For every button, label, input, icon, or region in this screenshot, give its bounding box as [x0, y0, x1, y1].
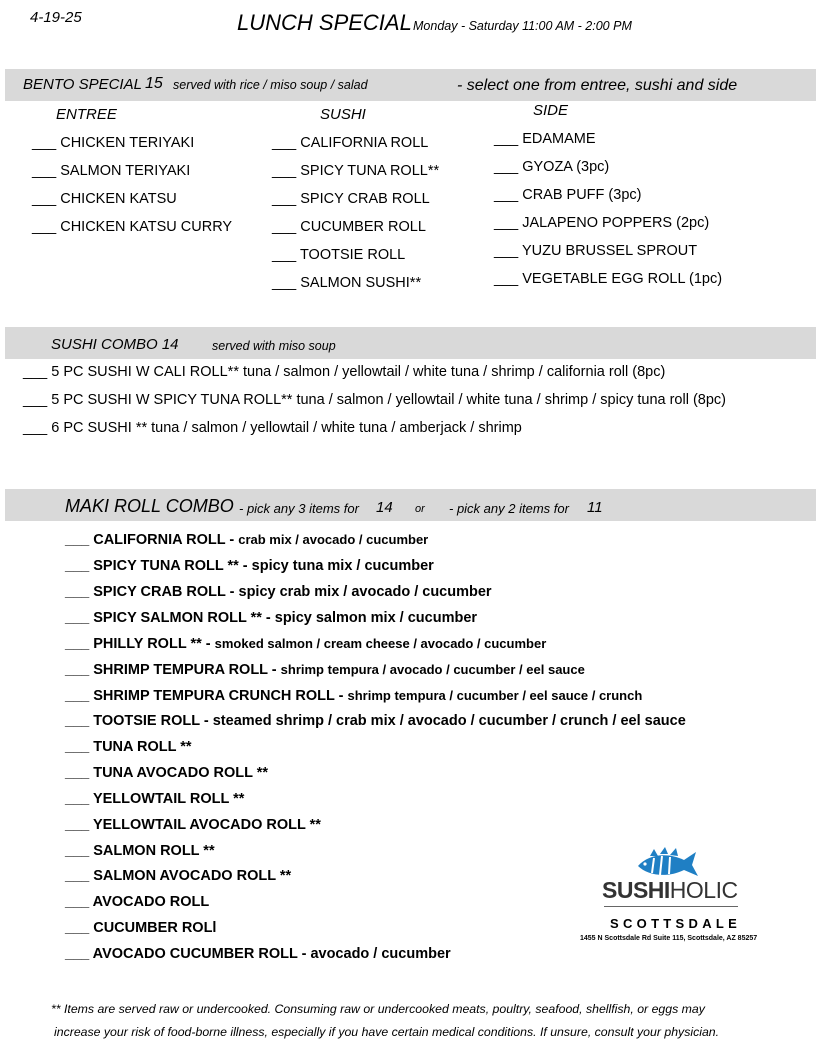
maki-item: ___ TUNA AVOCADO ROLL ** [65, 765, 269, 781]
maki-item: ___ YELLOWTAIL ROLL ** [65, 791, 245, 807]
side-item: ___ JALAPENO POPPERS (2pc) [494, 215, 710, 231]
sushi-item: ___ CALIFORNIA ROLL [272, 135, 429, 151]
sushi-item: ___ SPICY CRAB ROLL [272, 191, 430, 207]
maki-item: ___ SPICY TUNA ROLL ** - spicy tuna mix / cucumber [65, 558, 434, 574]
maki-price2: 11 [587, 499, 603, 516]
maki-item: ___ YELLOWTAIL AVOCADO ROLL ** [65, 817, 321, 833]
maki-pick2: - pick any 2 items for [449, 501, 569, 516]
maki-item: ___ AVOCADO CUCUMBER ROLL - avocado / cucumber [65, 946, 451, 962]
bento-served: served with rice / miso soup / salad [173, 78, 368, 92]
sushi-item: ___ CUCUMBER ROLL [272, 219, 426, 235]
entree-item: ___ CHICKEN KATSU CURRY [32, 219, 233, 235]
side-item: ___ CRAB PUFF (3pc) [494, 187, 642, 203]
sushi-combo-served: served with miso soup [212, 339, 336, 353]
page-title: LUNCH SPECIAL [237, 10, 412, 35]
side-item: ___ EDAMAME [494, 131, 596, 147]
maki-item: ___ SHRIMP TEMPURA CRUNCH ROLL - shrimp tempura / cucumber / eel sauce / crunch [65, 688, 643, 704]
menu-date: 4-19-25 [30, 9, 82, 26]
side-item: ___ GYOZA (3pc) [494, 159, 610, 175]
brand-address: 1455 N Scottsdale Rd Suite 115, Scottsdale, AZ 85257 [580, 935, 758, 942]
entree-item: ___ CHICKEN TERIYAKI [32, 135, 195, 151]
footer-disclaimer-line-1: ** Items are served raw or undercooked. Consuming raw or undercooked meats, poultry, seafood, shellfish, or eggs may [51, 1002, 705, 1016]
side-item: ___ YUZU BRUSSEL SPROUT [494, 243, 698, 259]
sushi-item: ___ TOOTSIE ROLL [272, 247, 406, 263]
lunch-hours: Monday - Saturday 11:00 AM - 2:00 PM [413, 19, 632, 33]
footer-disclaimer-line-2: increase your risk of food-borne illness, especially if you have certain medical conditions. If unsure, consult your physician. [54, 1025, 720, 1039]
sushi-item: ___ SALMON SUSHI** [272, 275, 422, 291]
maki-title: MAKI ROLL COMBO [65, 496, 234, 516]
sushi-combo-title: SUSHI COMBO 14 [51, 336, 179, 353]
entree-item: ___ SALMON TERIYAKI [32, 163, 191, 179]
maki-or: or [415, 503, 425, 515]
maki-item: ___ SALMON AVOCADO ROLL ** [65, 868, 292, 884]
sushi-item: ___ SPICY TUNA ROLL** [272, 163, 440, 179]
maki-item: ___ SALMON ROLL ** [65, 843, 215, 859]
bento-instruction: - select one from entree, sushi and side [457, 77, 738, 94]
maki-item: ___ CALIFORNIA ROLL - crab mix / avocado / cucumber [65, 532, 429, 548]
entree-item: ___ CHICKEN KATSU [32, 191, 177, 207]
sushi-combo-item: ___ 5 PC SUSHI W CALI ROLL** tuna / salmon / yellowtail / white tuna / shrimp / california roll (8pc) [23, 364, 666, 380]
brand-name: SUSHIHOLIC [602, 877, 738, 903]
maki-item: ___ SPICY SALMON ROLL ** - spicy salmon mix / cucumber [65, 610, 478, 626]
bento-title: BENTO SPECIAL [23, 76, 142, 93]
maki-price3: 14 [376, 499, 393, 516]
maki-item: ___ SPICY CRAB ROLL - spicy crab mix / avocado / cucumber [65, 584, 492, 600]
side-item: ___ VEGETABLE EGG ROLL (1pc) [494, 271, 723, 287]
brand-location: SCOTTSDALE [610, 916, 742, 931]
entree-heading: ENTREE [56, 106, 117, 123]
bento-price: 15 [145, 75, 163, 92]
sushi-heading: SUSHI [320, 106, 366, 123]
maki-item: ___ CUCUMBER ROLl [65, 920, 217, 936]
maki-item: ___ TUNA ROLL ** [65, 739, 192, 755]
maki-item: ___ SHRIMP TEMPURA ROLL - shrimp tempura / avocado / cucumber / eel sauce [65, 662, 585, 678]
maki-item: ___ TOOTSIE ROLL - steamed shrimp / crab mix / avocado / cucumber / crunch / eel sauce [65, 713, 686, 729]
sushi-combo-item: ___ 6 PC SUSHI ** tuna / salmon / yellowtail / white tuna / amberjack / shrimp [23, 420, 522, 436]
maki-pick3: - pick any 3 items for [239, 501, 359, 516]
sushi-combo-item: ___ 5 PC SUSHI W SPICY TUNA ROLL** tuna / salmon / yellowtail / white tuna / shrimp / spicy tuna roll (8pc) [23, 392, 726, 408]
brand-divider [604, 906, 738, 907]
maki-item: ___ PHILLY ROLL ** - smoked salmon / cream cheese / avocado / cucumber [65, 636, 547, 652]
side-heading: SIDE [533, 102, 569, 119]
maki-item: ___ AVOCADO ROLL [65, 894, 210, 910]
